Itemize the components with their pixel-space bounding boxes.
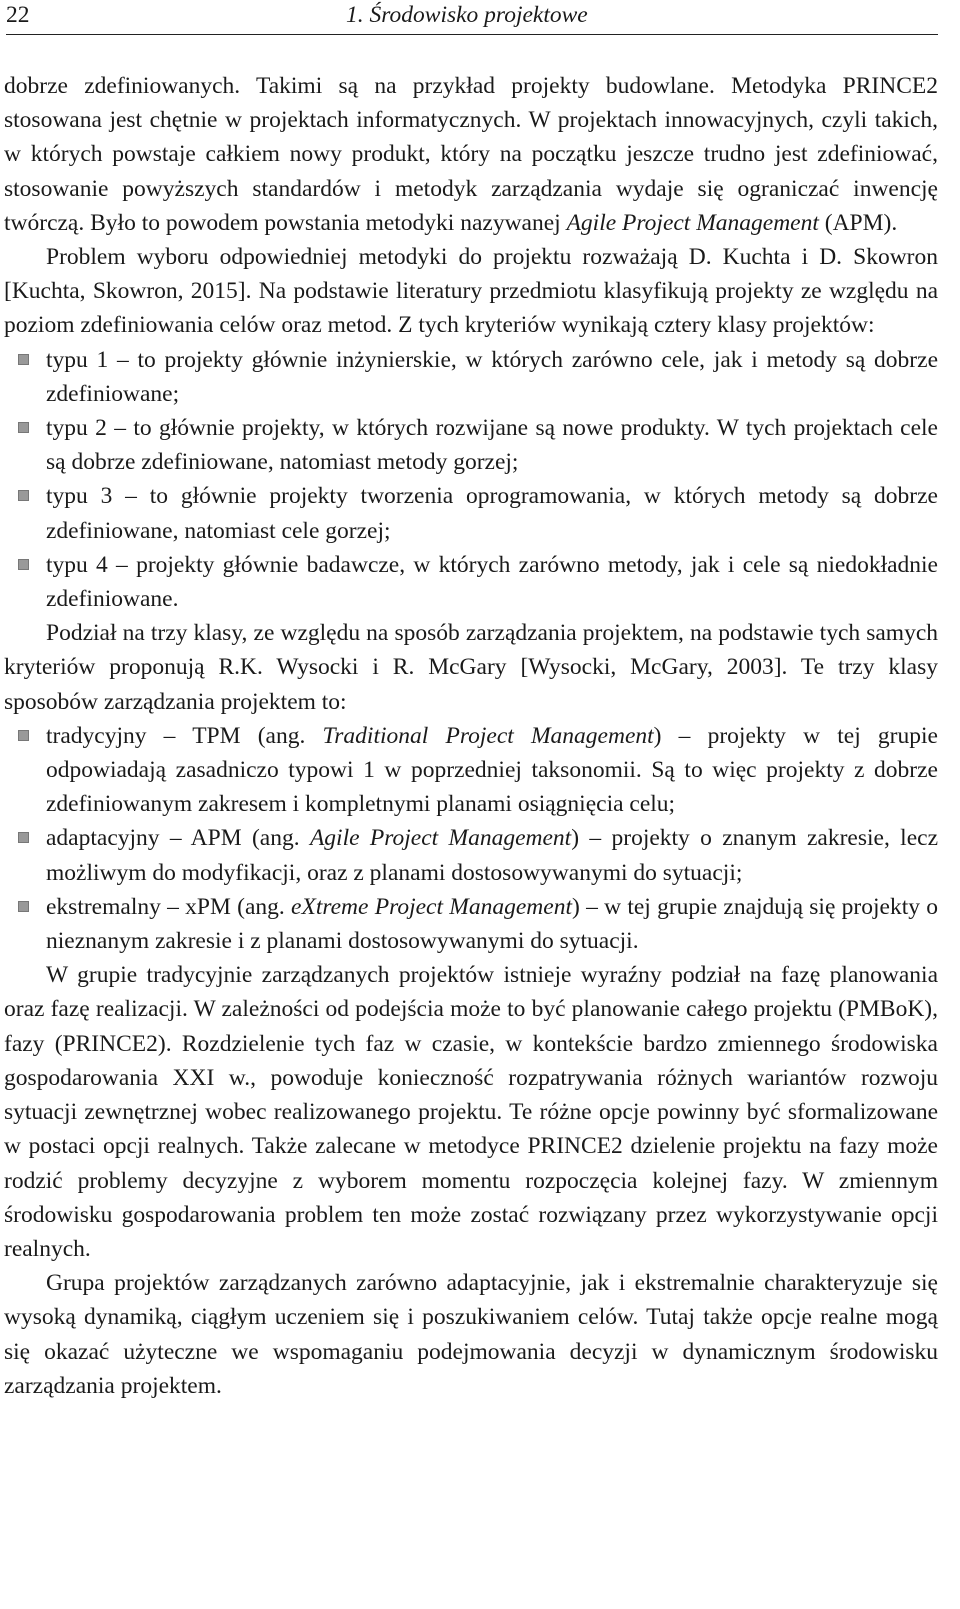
list-item-text: ekstremalny – xPM (ang. [46,893,292,920]
list-item-text: ) – projekty o znanym zakresie, lecz możliwym do modyfikacji, oraz z planami dostosowywanymi do sytuacji; [46,825,938,886]
running-header [6,0,938,35]
list-item-term: Agile Project Management [309,825,572,852]
management-classes-list [4,719,938,958]
paragraph-3: Podział na trzy klasy, ze względu na sposób zarządzania projektem, na podstawie tych samych kryteriów proponują R.K. Wysocki i R. McGary [Wysocki, McGary, 2003]. Te trzy klasy sposobów zarządzania projektem to: [4,620,938,715]
paragraph-4: W grupie tradycyjnie zarządzanych projektów istnieje wyraźny podział na fazę planowania oraz fazę realizacji. W zależności od podejścia może to być planowanie całego projektu (PMBoK), fazy (PRINCE2). Rozdzielenie tych faz w czasie, w kontekście bardzo zmiennego środowiska gospodarowania XXI w., powoduje konieczność rozpatrywania różnych wariantów rozwoju sytuacji zewnętrznej wobec realizowanego projektu. Te różne opcje powinny być sformalizowane w postaci opcji realnych. Także zalecane w metodyce PRINCE2 dzielenie projektu na fazy może rodzić problemy decyzyjne z wyborem momentu rozpoczęcia kolejnej fazy. W zmiennym środowisku gospodarowania problem ten może zostać rozwiązany przez wykorzystywanie opcji realnych. [4,962,938,1262]
project-types-list [4,343,938,617]
list-item: typu 2 – to głównie projekty, w których rozwijane są nowe produkty. W tych projektach cele są dobrze zdefiniowane, natomiast metody gorzej; [4,411,938,479]
paragraph-1-term: Agile Project Management [566,209,819,236]
list-item-text: ) – w tej grupie znajdują się projekty o nieznanym zakresie i z planami dostosowywanymi do sytuacji. [46,893,938,955]
list-item-text: tradycyjny – TPM (ang. [46,722,323,749]
paragraph-1 [4,69,938,240]
paragraph-5: Grupa projektów zarządzanych zarówno adaptacyjnie, jak i ekstremalnie charakteryzuje się wysoką dynamiką, ciągłym uczeniem się i poszukiwaniem celów. Tutaj także opcje realne mogą się okazać użyteczne we wspomaganiu podejmowania decyzji w dynamicznym środowisku zarządzania projektem. [4,1270,938,1399]
page-number: 22 [6,2,30,28]
list-item-term: eXtreme Project Management [291,893,572,920]
body-text [4,69,938,1403]
list-item [4,890,938,958]
list-item-term: Traditional Project Management [322,722,654,749]
list-item [4,821,938,889]
list-item-text: ) – projekty w tej grupie odpowiadają zasadniczo typowi 1 w poprzedniej taksonomii. Są to więc projekty z dobrze zdefiniowanym zakresem i kompletnymi planami osiągnięcia celu; [46,722,938,818]
paragraph-2: Problem wyboru odpowiedniej metodyki do projektu rozważają D. Kuchta i D. Skowron [Kuchta, Skowron, 2015]. Na podstawie literatury przedmiotu klasyfikują projekty ze względu na poziom zdefiniowania celów oraz metod. Z tych kryteriów wynikają cztery klasy projektów: [4,244,938,339]
chapter-title: 1. Środowisko projektowe [346,2,588,28]
paragraph-1-end: (APM). [818,209,898,236]
list-item [4,719,938,822]
list-item: typu 1 – to projekty głównie inżynierskie, w których zarówno cele, jak i metody są dobrze zdefiniowane; [4,343,938,411]
list-item: typu 4 – projekty głównie badawcze, w których zarówno metody, jak i cele są niedokładnie zdefiniowane. [4,548,938,616]
list-item-text: adaptacyjny – APM (ang. [46,825,310,852]
list-item: typu 3 – to głównie projekty tworzenia oprogramowania, w których metody są dobrze zdefiniowane, natomiast cele gorzej; [4,479,938,547]
paragraph-1-text: dobrze zdefiniowanych. Takimi są na przykład projekty budowlane. Metodyka PRINCE2 stosowana jest chętnie w projektach informatycznych. W projektach innowacyjnych, czyli takich, w których powstaje całkiem nowy produkt, który na początku jeszcze trudno jest zdefiniować, stosowanie powyższych standardów i metodyk zarządzania wydaje się ograniczać inwencję twórczą. Było to powodem powstania metodyki nazywanej [4,73,938,236]
